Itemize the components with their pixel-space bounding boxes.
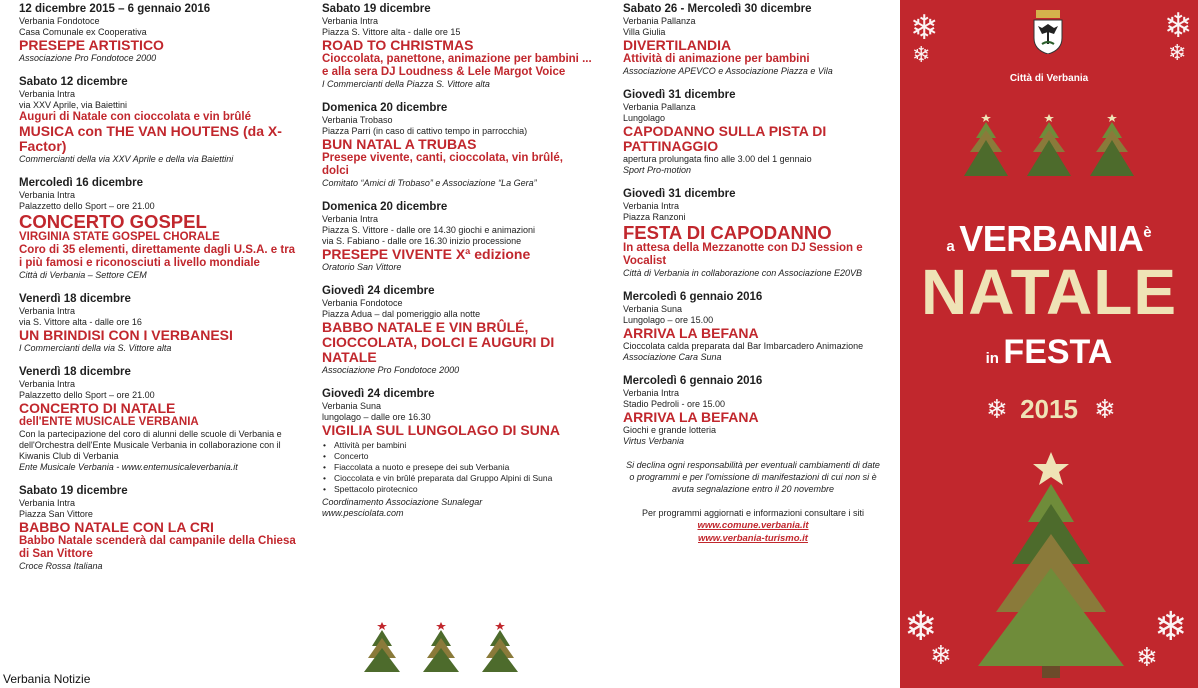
event-location: Lungolago (623, 113, 666, 123)
event-location: Verbania Intra (19, 89, 76, 99)
event-title: CAPODANNO SULLA PISTA DI PATTINAGGIO (623, 123, 827, 154)
event-date: Giovedì 24 dicembre (322, 285, 435, 297)
event-organizer: Ente Musicale Verbania - www.entemusicaleverbania.it (19, 462, 238, 472)
year-row (900, 392, 1198, 428)
event-subtitle: Cioccolata, panettone, animazione per bambini ... e alla sera DJ Loudness & Lele Margot Voice (322, 53, 592, 78)
event-location: via S. Fabiano - dalle ore 16.30 inizio processione (322, 236, 522, 246)
event-organizer: Coordinamento Associazione Sunalegar (322, 497, 483, 507)
event-subtitle: Presepe vivente, canti, cioccolata, vin brûlé, dolci (322, 152, 563, 177)
event-date: Mercoledì 6 gennaio 2016 (623, 291, 763, 303)
event-bullet-item: • Fiaccolata a nuoto e presepe dei sub Verbania (322, 462, 592, 473)
event-organizer: Croce Rossa Italiana (19, 561, 103, 571)
event-title: BABBO NATALE E VIN BRÛLÉ, CIOCCOLATA, DOLCI E AUGURI DI NATALE (322, 319, 555, 365)
snowflake-icon: ❄ (930, 640, 952, 670)
event-location: Piazza Ranzoni (623, 212, 686, 222)
event-subtitle: VIRGINIA STATE GOSPEL CHORALE (19, 231, 220, 243)
event-block (322, 3, 592, 90)
event-organizer: I Commercianti della via S. Vittore alta (19, 343, 172, 353)
city-name: Città di Verbania (1009, 73, 1089, 84)
event-block (322, 388, 592, 519)
event-date: Mercoledì 16 dicembre (19, 177, 143, 189)
event-date: Sabato 19 dicembre (19, 485, 128, 497)
event-location: Lungolago – ore 15.00 (623, 315, 714, 325)
info-text: Per programmi aggiornati e informazioni consultare i siti (641, 508, 865, 518)
link-turismo[interactable]: www.verbania-turismo.it (698, 533, 808, 544)
snowflake-icon: ❄ (986, 394, 1008, 424)
event-location: Verbania Intra (19, 498, 76, 508)
event-location: Stadio Pedroli - ore 15.00 (623, 399, 726, 409)
event-location: Piazza Parri (in caso di cattivo tempo in parrocchia) (322, 126, 528, 136)
event-subtitle: Auguri di Natale con cioccolata e vin brûlé (19, 111, 251, 123)
event-title: CONCERTO DI NATALE (19, 400, 176, 416)
event-title: CONCERTO GOSPEL (19, 211, 207, 232)
tree-icon (1027, 114, 1071, 176)
event-location: via XXV Aprile, via Baiettini (19, 100, 128, 110)
event-block (19, 366, 301, 473)
snowflake-icon: ❄ (910, 9, 939, 47)
event-block (19, 76, 301, 165)
small-trees-decoration (358, 616, 528, 674)
event-location: Casa Comunale ex Cooperativa (19, 27, 147, 37)
event-block (19, 293, 301, 354)
year-label: 2015 (1020, 394, 1078, 424)
event-subtitle: In attesa della Mezzanotte con DJ Session e Vocalist (623, 242, 863, 267)
prefix-a: a (946, 238, 955, 255)
event-organizer: Associazione Cara Suna (623, 352, 722, 362)
event-bullet-list (322, 440, 592, 495)
snowflake-icon: ❄ (912, 42, 931, 67)
snowflake-icon: ❄ (1136, 642, 1158, 672)
snowflake-icon: ❄ (1094, 394, 1116, 424)
event-block (19, 3, 301, 64)
small-tree-icon (423, 622, 459, 672)
event-title: ROAD TO CHRISTMAS (322, 37, 474, 53)
headline-verbania (900, 218, 1198, 260)
event-location: Verbania Intra (19, 190, 76, 200)
event-subtitle: Coro di 35 elementi, direttamente dagli U.S.A. e tra i più famosi e riconosciuti a livello mondiale (19, 244, 296, 269)
event-date: Domenica 20 dicembre (322, 201, 448, 213)
event-organizer: I Commercianti della Piazza S. Vittore alta (322, 79, 490, 89)
program-column-2 (322, 3, 592, 531)
event-title: UN BRINDISI CON I VERBANESI (19, 327, 233, 343)
event-block (623, 188, 883, 279)
event-location: Verbania Fondotoce (19, 16, 100, 26)
event-block (322, 102, 592, 189)
event-location: Verbania Intra (322, 16, 379, 26)
suffix-e: è (1143, 224, 1152, 241)
event-organizer: Associazione APEVCO e Associazione Piazza e Vila (623, 66, 833, 76)
prefix-in: in (985, 350, 999, 367)
event-subtitle: dell'ENTE MUSICALE VERBANIA (19, 416, 199, 428)
event-organizer: Sport Pro-motion (623, 165, 692, 175)
event-date: Venerdì 18 dicembre (19, 293, 131, 305)
event-title: FESTA DI CAPODANNO (623, 222, 832, 243)
event-location: Verbania Intra (623, 388, 680, 398)
event-location: Verbania Trobaso (322, 115, 393, 125)
disclaimer: Si declina ogni responsabilità per eventuali cambiamenti di date o programmi e per l'omissione di manifestazioni di cui non si è avuta segnalazione entro il 20 novembre (626, 460, 880, 494)
cover-panel (900, 0, 1198, 688)
event-block (19, 177, 301, 281)
event-block (623, 291, 883, 363)
event-block (322, 201, 592, 273)
event-title: BUN NATAL A TRUBAS (322, 136, 477, 152)
event-location: Verbania Intra (623, 201, 680, 211)
event-location: Piazza Adua – dal pomeriggio alla notte (322, 309, 481, 319)
event-title: PRESEPE ARTISTICO (19, 37, 164, 53)
word-festa: FESTA (1003, 333, 1113, 371)
event-date: Giovedì 31 dicembre (623, 89, 736, 101)
event-block (322, 285, 592, 376)
event-location: via S. Vittore alta - dalle ore 16 (19, 317, 142, 327)
event-detail: apertura prolungata fino alle 3.00 del 1 gennaio (623, 154, 812, 164)
event-bullet-item: • Concerto (322, 451, 592, 462)
event-title: VIGILIA SUL LUNGOLAGO DI SUNA (322, 422, 561, 438)
event-website: www.pesciolata.com (322, 508, 404, 518)
event-location: Verbania Suna (322, 401, 382, 411)
event-location: Verbania Pallanza (623, 16, 696, 26)
event-location: Verbania Fondotoce (322, 298, 403, 308)
event-location: Villa Giulia (623, 27, 666, 37)
link-comune[interactable]: www.comune.verbania.it (697, 520, 809, 531)
event-block (19, 485, 301, 572)
program-column-3 (623, 3, 883, 545)
event-block (623, 3, 883, 77)
event-subtitle: Babbo Natale scenderà dal campanile della Chiesa di San Vittore (19, 535, 296, 560)
event-bullet-item: • Cioccolata e vin brûlé preparata dal Gruppo Alpini di Suna (322, 473, 592, 484)
headline-natale: NATALE (920, 256, 1178, 328)
event-location: Verbania Intra (19, 379, 76, 389)
event-date: Sabato 26 - Mercoledì 30 dicembre (623, 3, 812, 15)
small-tree-icon (482, 622, 518, 672)
event-date: Giovedì 31 dicembre (623, 188, 736, 200)
snowflake-icon: ❄ (1168, 40, 1187, 65)
event-date: Giovedì 24 dicembre (322, 388, 435, 400)
small-tree-icon (364, 622, 400, 672)
event-organizer: Virtus Verbania (623, 436, 685, 446)
event-date: Domenica 20 dicembre (322, 102, 448, 114)
event-organizer: Associazione Pro Fondotoce 2000 (19, 53, 157, 63)
word-verbania: VERBANIA (959, 218, 1144, 259)
event-date: Venerdì 18 dicembre (19, 366, 131, 378)
tree-icon (1090, 114, 1134, 176)
event-title: MUSICA con THE VAN HOUTENS (da X-Factor) (19, 123, 282, 154)
event-detail: Con la partecipazione del coro di alunni delle scuole di Verbania e dell'Orchestra dell'Ente Musicale Verbania in collaborazione con il Kiwanis Club di Verbania (19, 429, 282, 461)
snowflake-icon: ❄ (1154, 605, 1188, 649)
christmas-tree-icon (966, 452, 1136, 678)
event-location: Piazza S. Vittore alta - dalle ore 15 (322, 27, 461, 37)
event-block (623, 89, 883, 176)
footer-note: Verbania Notizie (3, 672, 91, 686)
event-title: ARRIVA LA BEFANA (623, 325, 759, 341)
event-organizer: Associazione Pro Fondotoce 2000 (322, 365, 460, 375)
event-organizer: Comitato “Amici di Trobaso” e Associazione “La Gera” (322, 178, 537, 188)
tree-icon (964, 114, 1008, 176)
event-location: Verbania Suna (623, 304, 683, 314)
event-date: 12 dicembre 2015 – 6 gennaio 2016 (19, 3, 211, 15)
event-organizer: Città di Verbania – Settore CEM (19, 270, 147, 280)
event-bullet-item: • Attività per bambini (322, 440, 592, 451)
event-title: BABBO NATALE CON LA CRI (19, 519, 214, 535)
city-crest-icon (1030, 10, 1066, 54)
event-block (623, 375, 883, 447)
program-column-1 (19, 3, 301, 584)
event-location: Palazzetto dello Sport – ore 21.00 (19, 390, 155, 400)
event-title: DIVERTILANDIA (623, 37, 732, 53)
event-location: Verbania Intra (322, 214, 379, 224)
event-title: ARRIVA LA BEFANA (623, 409, 759, 425)
event-date: Mercoledì 6 gennaio 2016 (623, 375, 763, 387)
event-location: Verbania Pallanza (623, 102, 696, 112)
event-organizer: Oratorio San Vittore (322, 262, 402, 272)
event-organizer: Commercianti della via XXV Aprile e della via Baiettini (19, 154, 234, 164)
event-location: lungolago – dalle ore 16.30 (322, 412, 431, 422)
snowflake-icon: ❄ (1164, 7, 1193, 45)
event-location: Verbania Intra (19, 306, 76, 316)
event-organizer: Città di Verbania in collaborazione con Associazione E20VB (623, 268, 862, 278)
event-location: Piazza San Vittore (19, 509, 93, 519)
event-detail: Cioccolata calda preparata dal Bar Imbarcadero Animazione (623, 341, 864, 351)
event-subtitle: Attività di animazione per bambini (623, 53, 810, 65)
event-location: Palazzetto dello Sport – ore 21.00 (19, 201, 155, 211)
event-date: Sabato 12 dicembre (19, 76, 128, 88)
event-bullet-item: • Spettacolo pirotecnico (322, 484, 592, 495)
headline-festa (900, 333, 1198, 372)
event-location: Piazza S. Vittore - dalle ore 14.30 giochi e animazioni (322, 225, 535, 235)
event-detail: Giochi e grande lotteria (623, 425, 717, 435)
column-3-events (623, 3, 883, 447)
event-title: PRESEPE VIVENTE Xª edizione (322, 246, 531, 262)
event-date: Sabato 19 dicembre (322, 3, 431, 15)
snowflake-icon: ❄ (904, 605, 938, 649)
header-trees-decoration (962, 114, 1136, 178)
